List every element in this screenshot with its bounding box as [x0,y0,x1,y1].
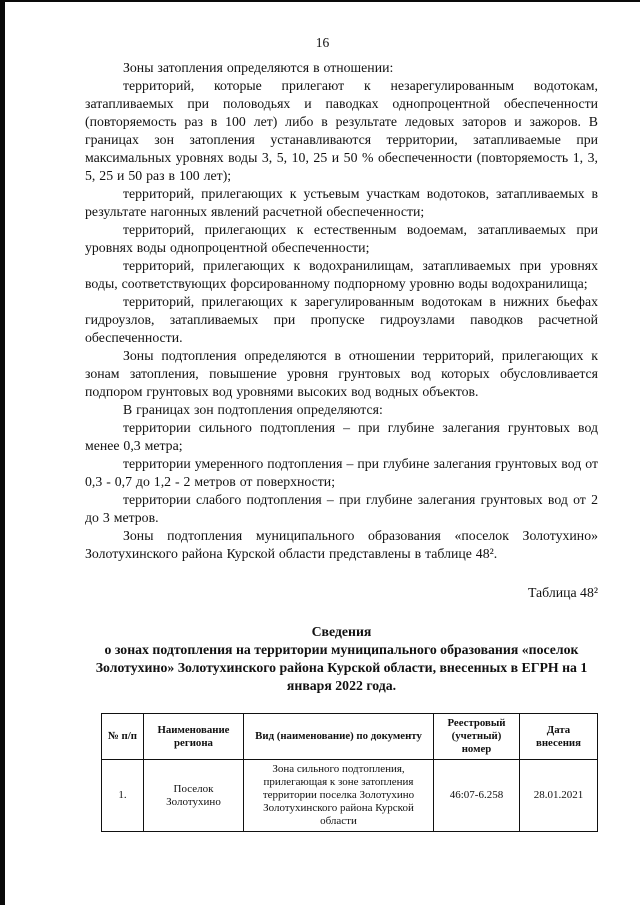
table-row [102,760,598,832]
body-paragraph: территорий, прилегающих к водохранилищам, затапливаемых при уровнях воды, соответствующих форсированному подпорному уровню воды водохранилища; [85,258,598,291]
body-paragraph: территории слабого подтопления – при глубине залегания грунтовых вод от 2 до 3 метров. [85,492,598,525]
body-paragraph: В границах зон подтопления определяются: [123,402,383,417]
table-header-row [102,714,598,760]
body-paragraph: территорий, которые прилегают к незарегулированным водотокам, затапливаемых при половодьях и паводках однопроцентной обеспеченности (повторяемость раз в 100 лет) либо в результате ледовых заторов и зажоров. В границах зон затопления устанавливаются территории, затапливаемые при максимальных уровнях воды 3, 5, 10, 25 и 50 % обеспеченности (повторяемость 1, 3, 5, 25 и 50 раз в 100 лет); [85,78,598,183]
table-cell-date: 28.01.2021 [520,760,598,832]
table-header-cell-regnumber: Реестровый (учетный) номер [434,714,520,760]
table-title [85,623,598,695]
body-paragraph: Зоны подтопления муниципального образования «поселок Золотухино» Золотухинского района Курской области представлены в таблице 48². [85,528,598,561]
body-paragraph: территорий, прилегающих к естественным водоемам, затапливаемых при уровнях воды однопроцентной обеспеченности; [85,222,598,255]
table-title-line1: Сведения [311,624,372,639]
body-paragraph: Зоны подтопления определяются в отношении территорий, прилегающих к зонам затопления, повышение уровня грунтовых вод которых обусловливается подпором грунтовых вод уровнями высоких вод водных объектов. [85,348,598,399]
table-cell-region: Поселок Золотухино [144,760,244,832]
body-paragraph: территорий, прилегающих к устьевым участкам водотоков, затапливаемых в результате нагонных явлений расчетной обеспеченности; [85,186,598,219]
document-content [5,59,640,832]
body-paragraph: территории сильного подтопления – при глубине залегания грунтовых вод менее 0,3 метра; [85,420,598,453]
table-title-rest: о зонах подтопления на территории муниципального образования «поселок Золотухино» Золотухинского района Курской области, внесенных в ЕГРН на 1 января 2022 года. [95,642,588,693]
table-header-cell-date: Дата внесения [520,714,598,760]
table-cell-num: 1. [102,760,144,832]
egrn-table [101,713,598,832]
page-number: 16 [315,35,330,50]
body-paragraph: территорий, прилегающих к зарегулированным водотокам в нижних бьефах гидроузлов, затапливаемых при пропуске гидроузлами паводков расчетной обеспеченности. [85,294,598,345]
table-cell-regnumber: 46:07-6.258 [434,760,520,832]
table-cell-kind: Зона сильного подтопления, прилегающая к зоне затопления территории поселка Золотухино Золотухинского района Курской области [244,760,434,832]
body-paragraph: территории умеренного подтопления – при глубине залегания грунтовых вод от 0,3 - 0,7 до 1,2 - 2 метров от поверхности; [85,456,598,489]
table-header-cell-num: № п/п [102,714,144,760]
table-header-cell-region: Наименование региона [144,714,244,760]
table-caption: Таблица 48² [527,585,598,600]
table-header-cell-kind: Вид (наименование) по документу [244,714,434,760]
body-paragraph: Зоны затопления определяются в отношении: [123,60,394,75]
